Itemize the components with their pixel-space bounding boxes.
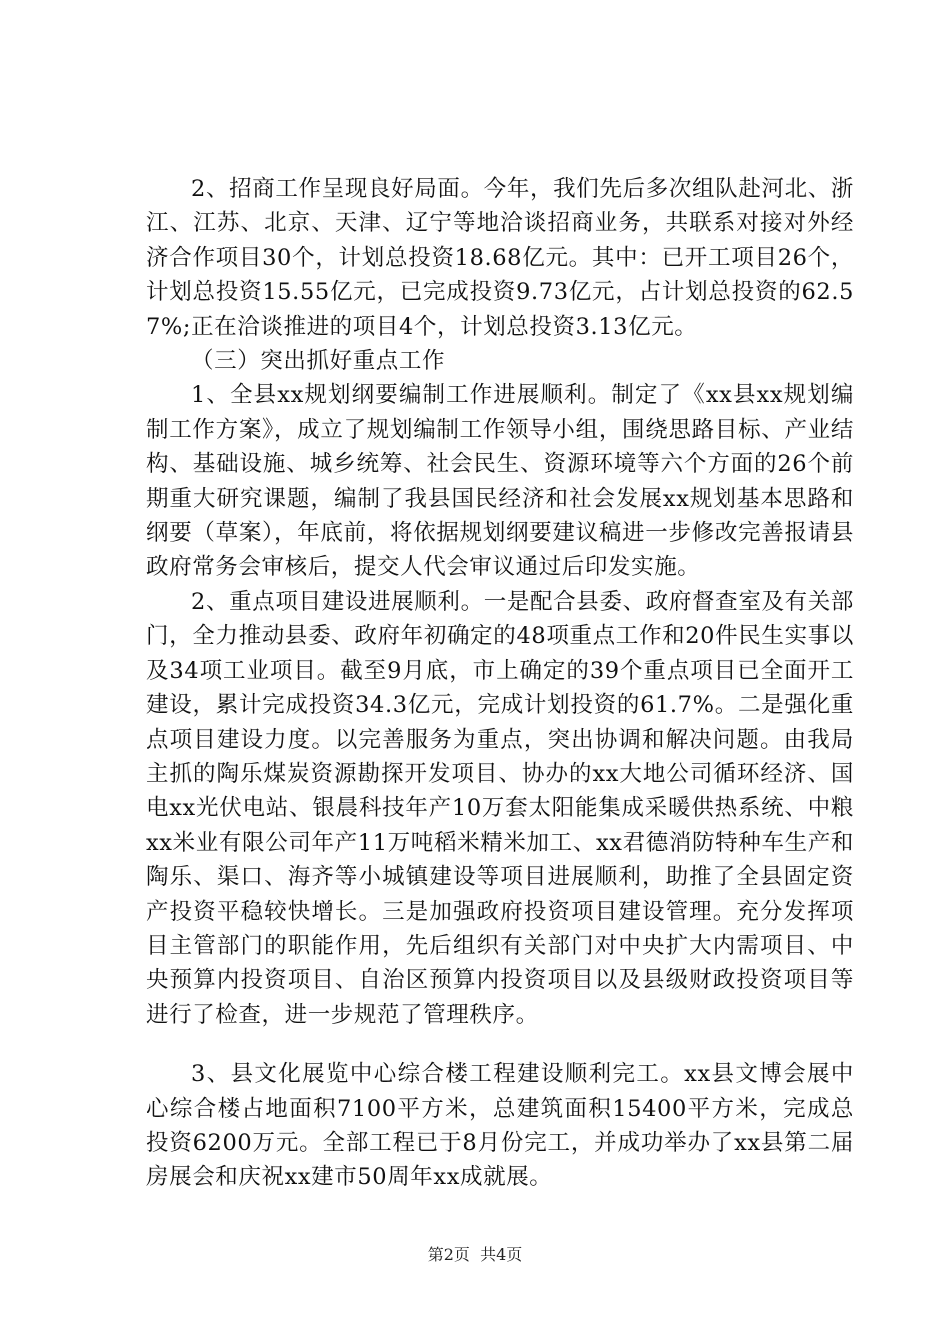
paragraph-planning-outline: 1、全县xx规划纲要编制工作进展顺利。制定了《xx县xx规划编制工作方案》，成立了规划编制工作领导小组，围绕思路目标、产业结构、基础设施、城乡统筹、社会民生、资源环境等六个方面的26个前期重大研究课题，编制了我县国民经济和社会发展xx规划基本思路和纲要（草案），年底前，将依据规划纲要建议稿进一步修改完善报请县政府常务会审核后，提交人代会审议通过后印发实施。	[146, 382, 854, 581]
paragraph-culture-center: 3、县文化展览中心综合楼工程建设顺利完工。xx县文博会展中心综合楼占地面积7100平方米，总建筑面积15400平方米，完成总投资6200万元。全部工程已于8月份完工，并成功举办了xx县第二届房展会和庆祝xx建市50周年xx成就展。	[146, 1061, 854, 1191]
page-number-label: 第2页 共4页	[427, 1245, 523, 1264]
document-body	[146, 172, 854, 1195]
page-footer	[0, 1245, 950, 1265]
paragraph-investment-promotion: 2、招商工作呈现良好局面。今年，我们先后多次组队赴河北、浙江、江苏、北京、天津、辽宁等地洽谈招商业务，共联系对接对外经济合作项目30个，计划总投资18.68亿元。其中：已开工项目26个，计划总投资15.55亿元，已完成投资9.73亿元，占计划总投资的62.57%;正在洽谈推进的项目4个，计划总投资3.13亿元。	[146, 176, 854, 340]
paragraph-key-projects: 2、重点项目建设进展顺利。一是配合县委、政府督查室及有关部门，全力推动县委、政府年初确定的48项重点工作和20件民生实事以及34项工业项目。截至9月底，市上确定的39个重点项目已全面开工建设，累计完成投资34.3亿元，完成计划投资的61.7%。二是强化重点项目建设力度。以完善服务为重点，突出协调和解决问题。由我局主抓的陶乐煤炭资源勘探开发项目、协办的xx大地公司循环经济、国电xx光伏电站、银晨科技年产10万套太阳能集成采暖供热系统、中粮xx米业有限公司年产11万吨稻米精米加工、xx君德消防特种车生产和陶乐、渠口、海齐等小城镇建设等项目进展顺利，助推了全县固定资产投资平稳较快增长。三是加强政府投资项目建设管理。充分发挥项目主管部门的职能作用，先后组织有关部门对中央扩大内需项目、中央预算内投资项目、自治区预算内投资项目以及县级财政投资项目等进行了检查，进一步规范了管理秩序。	[146, 588, 854, 1028]
section-heading-key-work: （三）突出抓好重点工作	[191, 348, 446, 375]
